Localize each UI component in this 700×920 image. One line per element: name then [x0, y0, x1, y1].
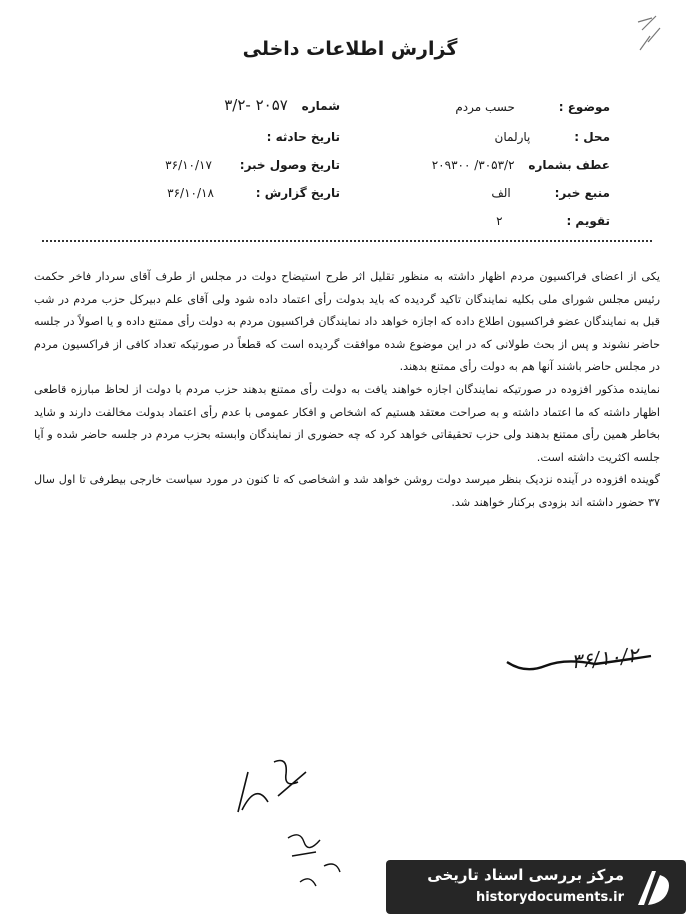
handwritten-initials: [280, 826, 360, 892]
receipt-date-value: ۳۶/۱۰/۱۷: [165, 158, 212, 172]
place-value: پارلمان: [494, 130, 531, 144]
handwritten-signature: [228, 752, 318, 822]
rating-label: تقویم :: [566, 214, 610, 228]
reference-field: [360, 158, 610, 172]
number-value: ۲۰۵۷ -۳/۲: [224, 96, 288, 114]
reference-value: ۳۰۵۳/۲/ ۲۰۹۳۰۰: [431, 158, 515, 172]
rating-field: [360, 214, 610, 228]
incident-date-label: تاریخ حادثه :: [266, 130, 340, 144]
reference-label: عطف بشماره: [528, 158, 610, 172]
rating-value: ۲: [496, 214, 503, 228]
body-paragraph-3: گوینده افزوده در آینده نزدیک بنظر میرسد دولت روشن خواهد شد و اشخاصی که تا کنون در مورد سیاست خارجی بیطرفی تا اول سال ۳۷ حضور داشته اند بزودی برکنار خواهند شد.: [34, 473, 660, 509]
incident-date-field: [140, 130, 340, 144]
report-date-label: تاریخ گزارش :: [255, 186, 340, 200]
place-label: محل :: [574, 130, 610, 144]
report-date-field: [120, 186, 340, 200]
body-paragraph-2: نماینده مذکور افزوده در صورتیکه نمایندگان اجازه خواهند یافت به دولت رأی ممتنع بدهند حزب مردم با دولت از لحاظ مبارزه قاطعی اظهار داشته که ما اعتماد داشته و به صراحت معتقد هستیم که اشخاص و افکار عمومی با عدم رأی اعتماد بدولت مخالفت دارند و شاید بخاطر همین رأی ممتنع بدهند ولی حزب تحقیقاتی خواهد کرد که چه حضوری از نمایندگان وابسته بحزب مردم در جلسه حاضر شده و آیا جلسه اکثریت داشته است.: [34, 382, 660, 464]
watermark: [386, 860, 686, 914]
watermark-title: مرکز بررسی اسناد تاریخی: [427, 866, 624, 884]
dotted-divider: [42, 240, 652, 242]
number-field: [140, 96, 340, 114]
report-date-value: ۳۶/۱۰/۱۸: [167, 186, 214, 200]
source-label: منبع خبر:: [554, 186, 610, 200]
handwritten-date: ۳۶/۱۰/۲: [569, 642, 640, 674]
archive-logo-icon: [634, 865, 678, 909]
place-field: [360, 130, 610, 144]
subject-value: حسب مردم: [455, 100, 515, 114]
page-title: گزارش اطلاعات داخلی: [242, 38, 458, 60]
subject-label: موضوع :: [558, 100, 610, 114]
report-body: [34, 266, 660, 515]
body-paragraph-1: یکی از اعضای فراکسیون مردم اظهار داشته به منظور تقلیل اثر طرح استیضاح دولت در مجلس از طرف آقای سردار فاخر حکمت رئیس مجلس شورای ملی بکلیه نمایندگان تاکید گردیده که باید بدولت رأی اعتماد داده شود ولی آقای علم دبیرکل حزب مردم در شب قبل به نمایندگان عضو فراکسیون اطلاع داده که اجازه خواهد داد نمایندگان فراکسیون مردم به دولت رأی ممتنع داده و یا اصولاً در جلسه حاضر نشوند و پس از بحث طولانی که در این موضوع شده موافقت گردیده است که قطعاً در صورتیکه تعداد کافی از فراکسیون مردم در مجلس حاضر باشند آنها هم به دولت رأی ممتنع بدهند.: [34, 270, 660, 374]
receipt-date-field: [120, 158, 340, 172]
handwritten-date-underline: [505, 652, 655, 682]
source-field: [360, 186, 610, 200]
number-label: شماره: [301, 99, 340, 113]
watermark-url: historydocuments.ir: [475, 890, 624, 905]
subject-field: [360, 100, 610, 114]
source-value: الف: [491, 186, 511, 200]
receipt-date-label: تاریخ وصول خبر:: [239, 158, 340, 172]
